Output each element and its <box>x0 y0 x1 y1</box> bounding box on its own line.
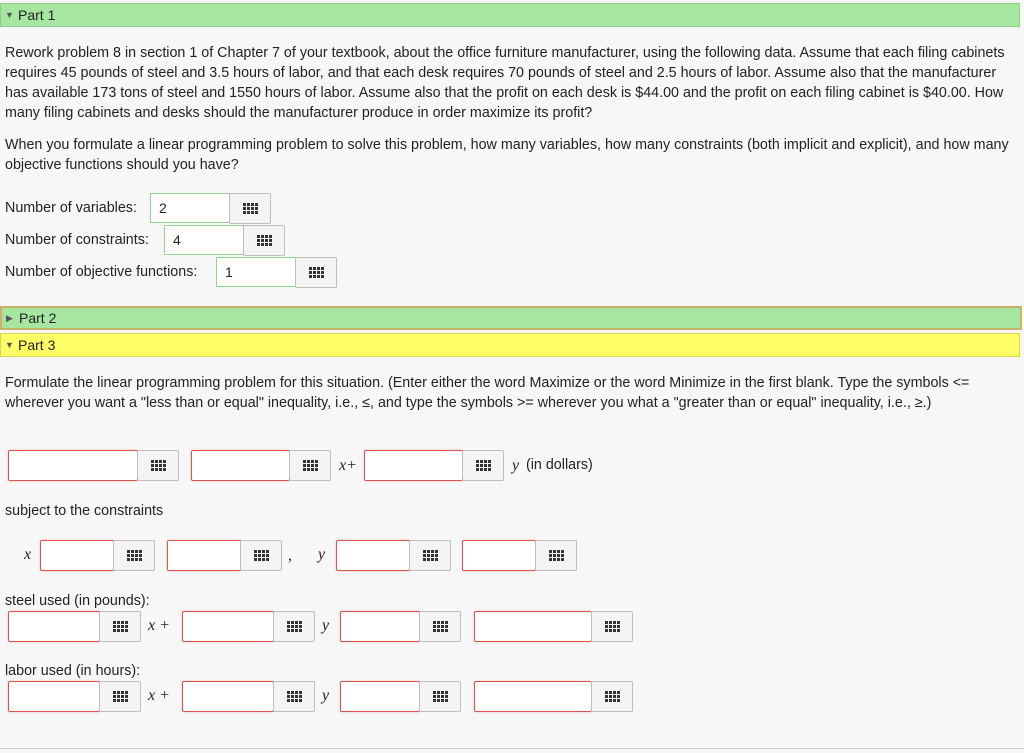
labor-x-plus: x + <box>148 687 170 704</box>
grid-icon <box>433 621 448 632</box>
part2-header-label: Part 2 <box>19 310 57 326</box>
labor-y-coef-palette-button[interactable] <box>273 681 315 712</box>
grid-icon <box>476 460 491 471</box>
steel-y-var: y <box>322 617 330 634</box>
labor-limit-palette-button[interactable] <box>591 681 633 712</box>
labor-limit-input[interactable] <box>474 681 592 712</box>
steel-x-coef-palette-button[interactable] <box>99 611 141 642</box>
nonneg-y-value-input[interactable] <box>462 540 536 571</box>
constraints-label: Number of constraints: <box>5 232 149 248</box>
nonneg-y-sign-input[interactable] <box>336 540 410 571</box>
triangle-down-icon: ▼ <box>5 340 14 350</box>
variables-label: Number of variables: <box>5 200 137 216</box>
grid-icon <box>257 235 272 246</box>
subject-to-label: subject to the constraints <box>5 503 164 519</box>
steel-limit-palette-button[interactable] <box>591 611 633 642</box>
objectives-palette-button[interactable] <box>295 257 337 288</box>
nonneg-x-value-palette-button[interactable] <box>240 540 282 571</box>
steel-y-coef-palette-button[interactable] <box>273 611 315 642</box>
labor-sign-palette-button[interactable] <box>419 681 461 712</box>
objective-x-coef-palette-button[interactable] <box>289 450 331 481</box>
problem-text: Rework problem 8 in section 1 of Chapter 7 of your textbook, about the office furniture manufacturer, using the following data. Assume that each filing cabinets requires 45 pounds of steel and 3.5 hours of labor, and that each desk requires 70 pounds of steel and 2.5 hours of labor. Assume also that the manufacturer has available 173 tons of steel and 1550 hours of labor. Assume also that the profit on each desk is $44.00 and the profit on each filing cabinet is $40.00. How many filing cabinets and desks should the manufacturer produce in order maximize its profit? <box>5 45 1005 121</box>
variables-input[interactable] <box>150 193 230 223</box>
objective-y-coef-input[interactable] <box>364 450 463 481</box>
nonneg-y-sign-palette-button[interactable] <box>409 540 451 571</box>
steel-label: steel used (in pounds): <box>5 593 150 609</box>
instructions-text: Formulate the linear programming problem for this situation. (Enter either the word Maximize or the word Minimize in the first blank. Type the symbols <= wherever you want a "less than or equal" inequality, i.e., ≤, and type the symbols >= wherever you what a "greater than or equal" inequality, i.e., ≥.) <box>5 375 970 411</box>
grid-icon <box>254 550 269 561</box>
nonneg-x-sign-palette-button[interactable] <box>113 540 155 571</box>
grid-icon <box>287 621 302 632</box>
labor-x-coef-palette-button[interactable] <box>99 681 141 712</box>
grid-icon <box>433 691 448 702</box>
grid-icon <box>423 550 438 561</box>
objectives-label: Number of objective functions: <box>5 264 198 280</box>
nonneg-x-sign-input[interactable] <box>40 540 114 571</box>
steel-x-plus: x + <box>148 617 170 634</box>
dollars-unit: (in dollars) <box>526 457 593 473</box>
grid-icon <box>287 691 302 702</box>
objectives-input[interactable] <box>216 257 296 287</box>
grid-icon <box>605 691 620 702</box>
labor-sign-input[interactable] <box>340 681 420 712</box>
objective-y-var: y <box>512 457 520 474</box>
objective-x-coef-input[interactable] <box>191 450 290 481</box>
labor-label: labor used (in hours): <box>5 663 141 679</box>
steel-y-coef-input[interactable] <box>182 611 274 642</box>
part2-header[interactable] <box>0 306 1022 330</box>
part3-header-label: Part 3 <box>18 337 56 353</box>
constraints-input[interactable] <box>164 225 244 255</box>
part3-header[interactable] <box>0 333 1020 357</box>
variables-palette-button[interactable] <box>229 193 271 224</box>
nonneg-comma: , <box>288 547 292 564</box>
grid-icon <box>127 550 142 561</box>
grid-icon <box>113 621 128 632</box>
nonneg-x-value-input[interactable] <box>167 540 241 571</box>
grid-icon <box>309 267 324 278</box>
steel-sign-input[interactable] <box>340 611 420 642</box>
grid-icon <box>605 621 620 632</box>
objective-x-plus: x+ <box>339 457 357 474</box>
nonneg-y-value-palette-button[interactable] <box>535 540 577 571</box>
labor-y-var: y <box>322 687 330 704</box>
labor-x-coef-input[interactable] <box>8 681 100 712</box>
steel-limit-input[interactable] <box>474 611 592 642</box>
part1-header[interactable] <box>0 3 1020 27</box>
objective-type-input[interactable] <box>8 450 138 481</box>
objective-type-palette-button[interactable] <box>137 450 179 481</box>
labor-y-coef-input[interactable] <box>182 681 274 712</box>
nonneg-y-var: y <box>318 546 326 563</box>
part1-header-label: Part 1 <box>18 7 56 23</box>
constraints-palette-button[interactable] <box>243 225 285 256</box>
triangle-right-icon: ▶ <box>6 313 13 323</box>
triangle-down-icon: ▼ <box>5 10 14 20</box>
grid-icon <box>303 460 318 471</box>
bottom-divider <box>0 748 1024 749</box>
grid-icon <box>549 550 564 561</box>
nonneg-x-var: x <box>24 546 32 563</box>
objective-y-coef-palette-button[interactable] <box>462 450 504 481</box>
steel-sign-palette-button[interactable] <box>419 611 461 642</box>
grid-icon <box>151 460 166 471</box>
steel-x-coef-input[interactable] <box>8 611 100 642</box>
question-text: When you formulate a linear programming problem to solve this problem, how many variables, how many constraints (both implicit and explicit), and how many objective functions should you have? <box>5 137 1009 173</box>
grid-icon <box>243 203 258 214</box>
grid-icon <box>113 691 128 702</box>
